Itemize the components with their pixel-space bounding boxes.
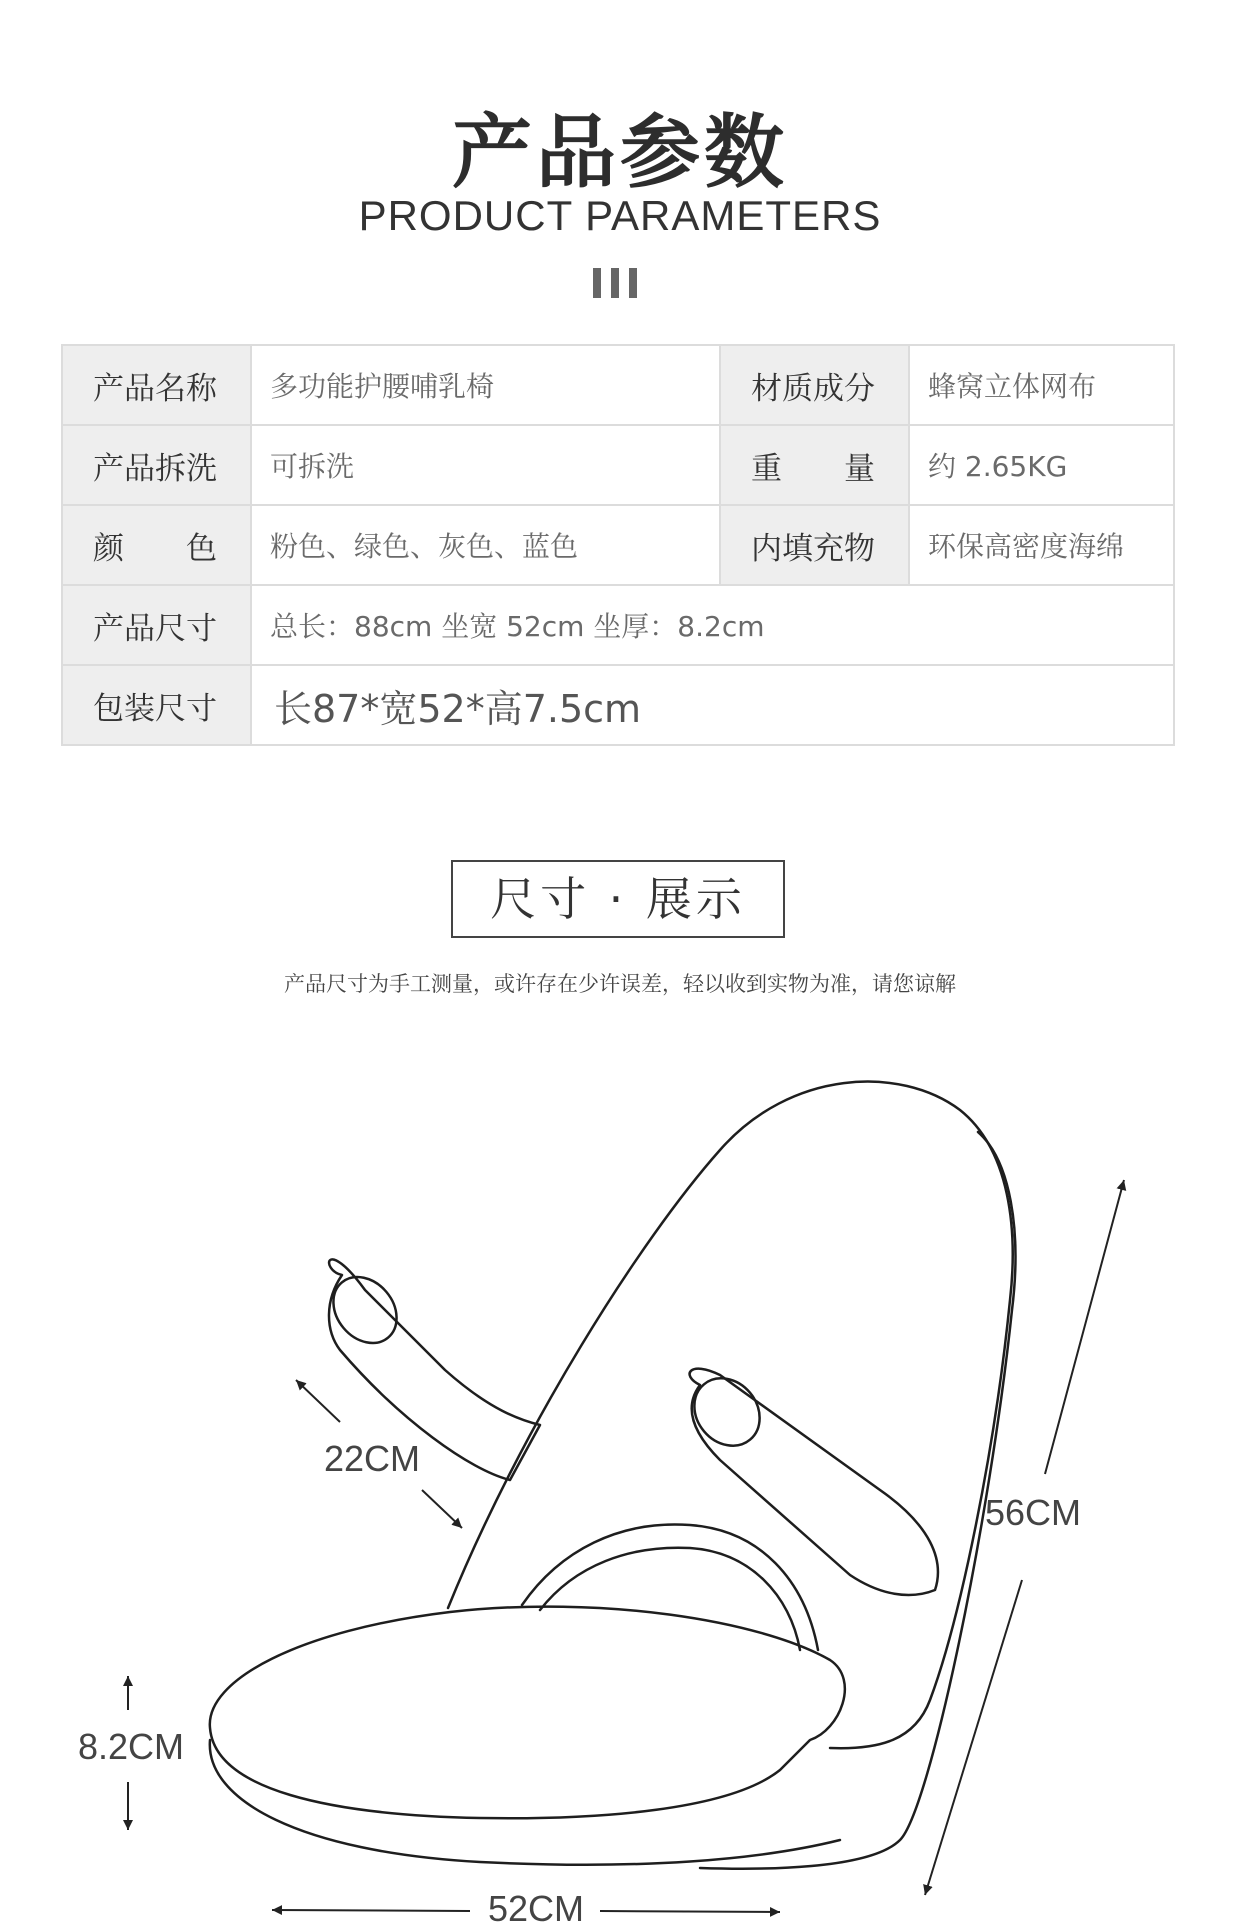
param-label: 内填充物 bbox=[720, 505, 909, 585]
arm-dim-arrow-top bbox=[296, 1380, 340, 1422]
seat-edge bbox=[210, 1740, 840, 1865]
measurement-note: 产品尺寸为手工测量，或许存在少许误差，轻以收到实物为准，请您谅解 bbox=[284, 972, 956, 996]
divider-bars-icon bbox=[593, 268, 643, 298]
param-value: 约 2.65KG bbox=[909, 425, 1174, 505]
page-subtitle: PRODUCT PARAMETERS bbox=[358, 192, 882, 239]
height-dim-arrow-top bbox=[1045, 1180, 1124, 1474]
table-row bbox=[62, 505, 1174, 585]
right-armrest bbox=[690, 1369, 938, 1595]
right-armrest-end bbox=[681, 1365, 773, 1459]
arm-dimension-label: 22CM bbox=[324, 1438, 421, 1479]
table-row bbox=[62, 345, 1174, 425]
param-label: 重 量 bbox=[720, 425, 909, 505]
table-row bbox=[62, 425, 1174, 505]
param-value: 可拆洗 bbox=[251, 425, 720, 505]
parameters-table bbox=[61, 344, 1175, 746]
param-label: 颜 色 bbox=[62, 505, 251, 585]
lumbar-arch bbox=[522, 1524, 818, 1650]
backrest bbox=[448, 1082, 1013, 1749]
param-label: 产品尺寸 bbox=[62, 585, 251, 665]
param-value: 环保高密度海绵 bbox=[909, 505, 1174, 585]
param-value: 长87*宽52*高7.5cm bbox=[251, 665, 1174, 745]
param-value: 蜂窝立体网布 bbox=[909, 345, 1174, 425]
param-label: 产品拆洗 bbox=[62, 425, 251, 505]
height-dim-arrow-bottom bbox=[925, 1580, 1022, 1895]
width-dim-arrow-right bbox=[600, 1911, 780, 1912]
table-row bbox=[62, 665, 1174, 745]
table-row bbox=[62, 585, 1174, 665]
param-label: 包装尺寸 bbox=[62, 665, 251, 745]
param-value: 总长：88cm 坐宽 52cm 坐厚：8.2cm bbox=[251, 585, 1174, 665]
height-dimension-label: 56CM bbox=[985, 1492, 1082, 1533]
chair-drawing bbox=[0, 1040, 1240, 1920]
page-title: 产品参数 bbox=[452, 106, 788, 199]
param-value: 粉色、绿色、灰色、蓝色 bbox=[251, 505, 720, 585]
arm-dim-arrow-bottom bbox=[422, 1490, 462, 1528]
width-dim-arrow-left bbox=[272, 1910, 470, 1911]
width-dimension-label: 52CM bbox=[488, 1888, 585, 1929]
param-label: 产品名称 bbox=[62, 345, 251, 425]
thickness-dimension-label: 8.2CM bbox=[78, 1726, 185, 1767]
seat bbox=[210, 1607, 845, 1819]
param-value: 多功能护腰哺乳椅 bbox=[251, 345, 720, 425]
size-section-badge: 尺寸 · 展示 bbox=[451, 860, 785, 938]
param-label: 材质成分 bbox=[720, 345, 909, 425]
